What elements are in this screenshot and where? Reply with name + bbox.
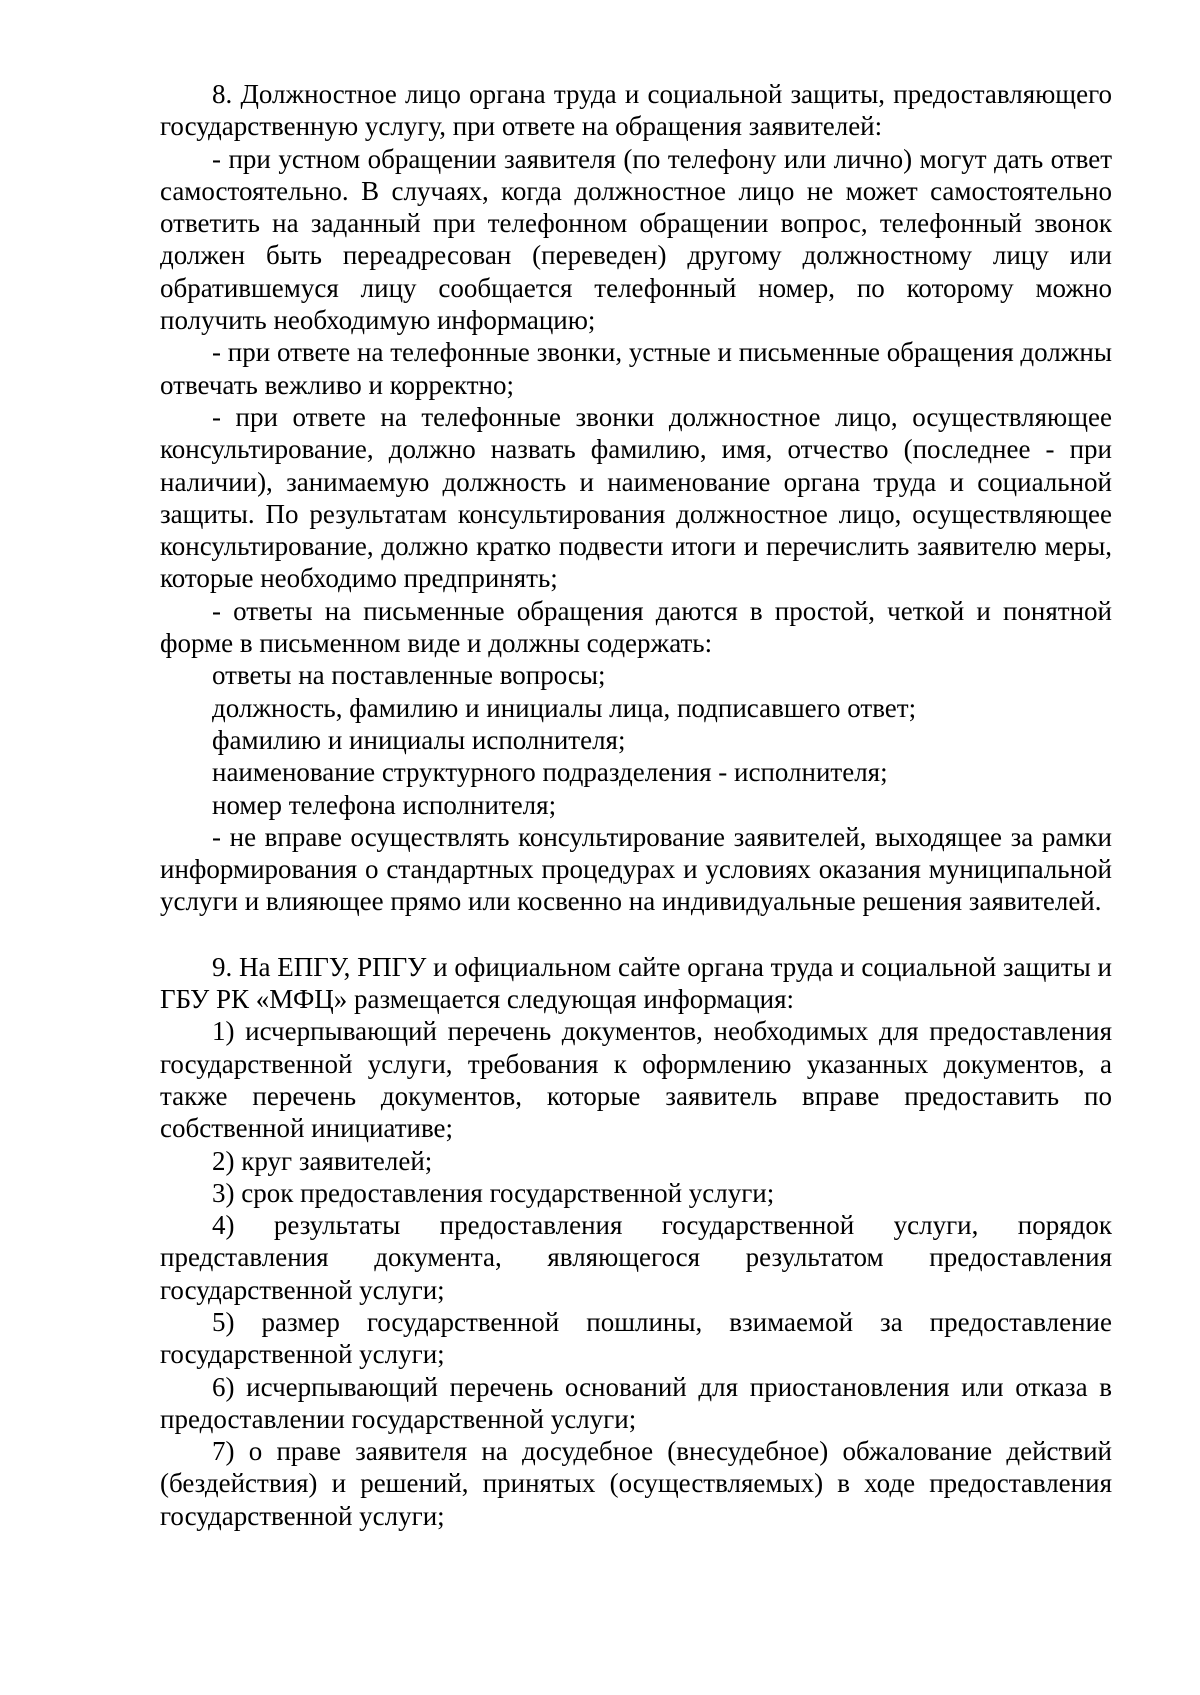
section-8-intro: 8. Должностное лицо органа труда и социальной защиты, предоставляющего государственную услугу, при ответе на обращения заявителей:: [160, 79, 1112, 142]
section-8-subitem: наименование структурного подразделения - исполнителя;: [212, 757, 888, 788]
section-9-intro: 9. На ЕПГУ, РПГУ и официальном сайте органа труда и социальной защиты и ГБУ РК «МФЦ» размещается следующая информация:: [160, 951, 1112, 1015]
section-9-item: 5) размер государственной пошлины, взимаемой за предоставление государственной услуги;: [160, 1306, 1112, 1370]
section-8-subitem: фамилию и инициалы исполнителя;: [212, 724, 626, 755]
section-9-item: 3) срок предоставления государственной услуги;: [212, 1177, 775, 1208]
section-8-subitem: номер телефона исполнителя;: [212, 789, 557, 820]
section-9-item: 1) исчерпывающий перечень документов, необходимых для предоставления государственной услуги, требования к оформлению указанных документов, а также перечень документов, которые заявитель вправе предоставить по собственной инициативе;: [160, 1016, 1112, 1144]
section-8-item: - ответы на письменные обращения даются в простой, четкой и понятной форме в письменном виде и должны содержать:: [160, 595, 1112, 659]
section-9-item: 4) результаты предоставления государственной услуги, порядок представления документа, являющегося результатом предоставления государственной услуги;: [160, 1210, 1112, 1305]
section-8-item: - при ответе на телефонные звонки, устные и письменные обращения должны отвечать вежливо и корректно;: [160, 337, 1112, 400]
section-spacer: [160, 918, 1112, 951]
section-9-item: 7) о праве заявителя на досудебное (внесудебное) обжалование действий (бездействия) и решений, принятых (осуществляемых) в ходе предоставления государственной услуги;: [160, 1436, 1112, 1531]
section-8-item: - при устном обращении заявителя (по телефону или лично) могут дать ответ самостоятельно. В случаях, когда должностное лицо не может самостоятельно ответить на заданный при телефонном обращении вопрос, телефонный звонок должен быть переадресован (переведен) другому должностному лицу или обратившемуся лицу сообщается телефонный номер, по которому можно получить необходимую информацию;: [160, 143, 1112, 336]
section-9-item: 6) исчерпывающий перечень оснований для приостановления или отказа в предоставлении государственной услуги;: [160, 1371, 1112, 1434]
section-8-subitem: должность, фамилию и инициалы лица, подписавшего ответ;: [212, 692, 917, 723]
document-body: [160, 78, 1112, 1532]
section-8-subitem: ответы на поставленные вопросы;: [212, 660, 606, 691]
section-8-item: - при ответе на телефонные звонки должностное лицо, осуществляющее консультирование, должно назвать фамилию, имя, отчество (последнее - при наличии), занимаемую должность и наименование органа труда и социальной защиты. По результатам консультирования должностное лицо, осуществляющее консультирование, должно кратко подвести итоги и перечислить заявителю меры, которые необходимо предпринять;: [160, 401, 1112, 594]
section-9-item: 2) круг заявителей;: [212, 1145, 433, 1176]
section-8-last-item: - не вправе осуществлять консультирование заявителей, выходящее за рамки информирования о стандартных процедурах и условиях оказания муниципальной услуги и влияющее прямо или косвенно на индивидуальные решения заявителей.: [160, 821, 1112, 917]
